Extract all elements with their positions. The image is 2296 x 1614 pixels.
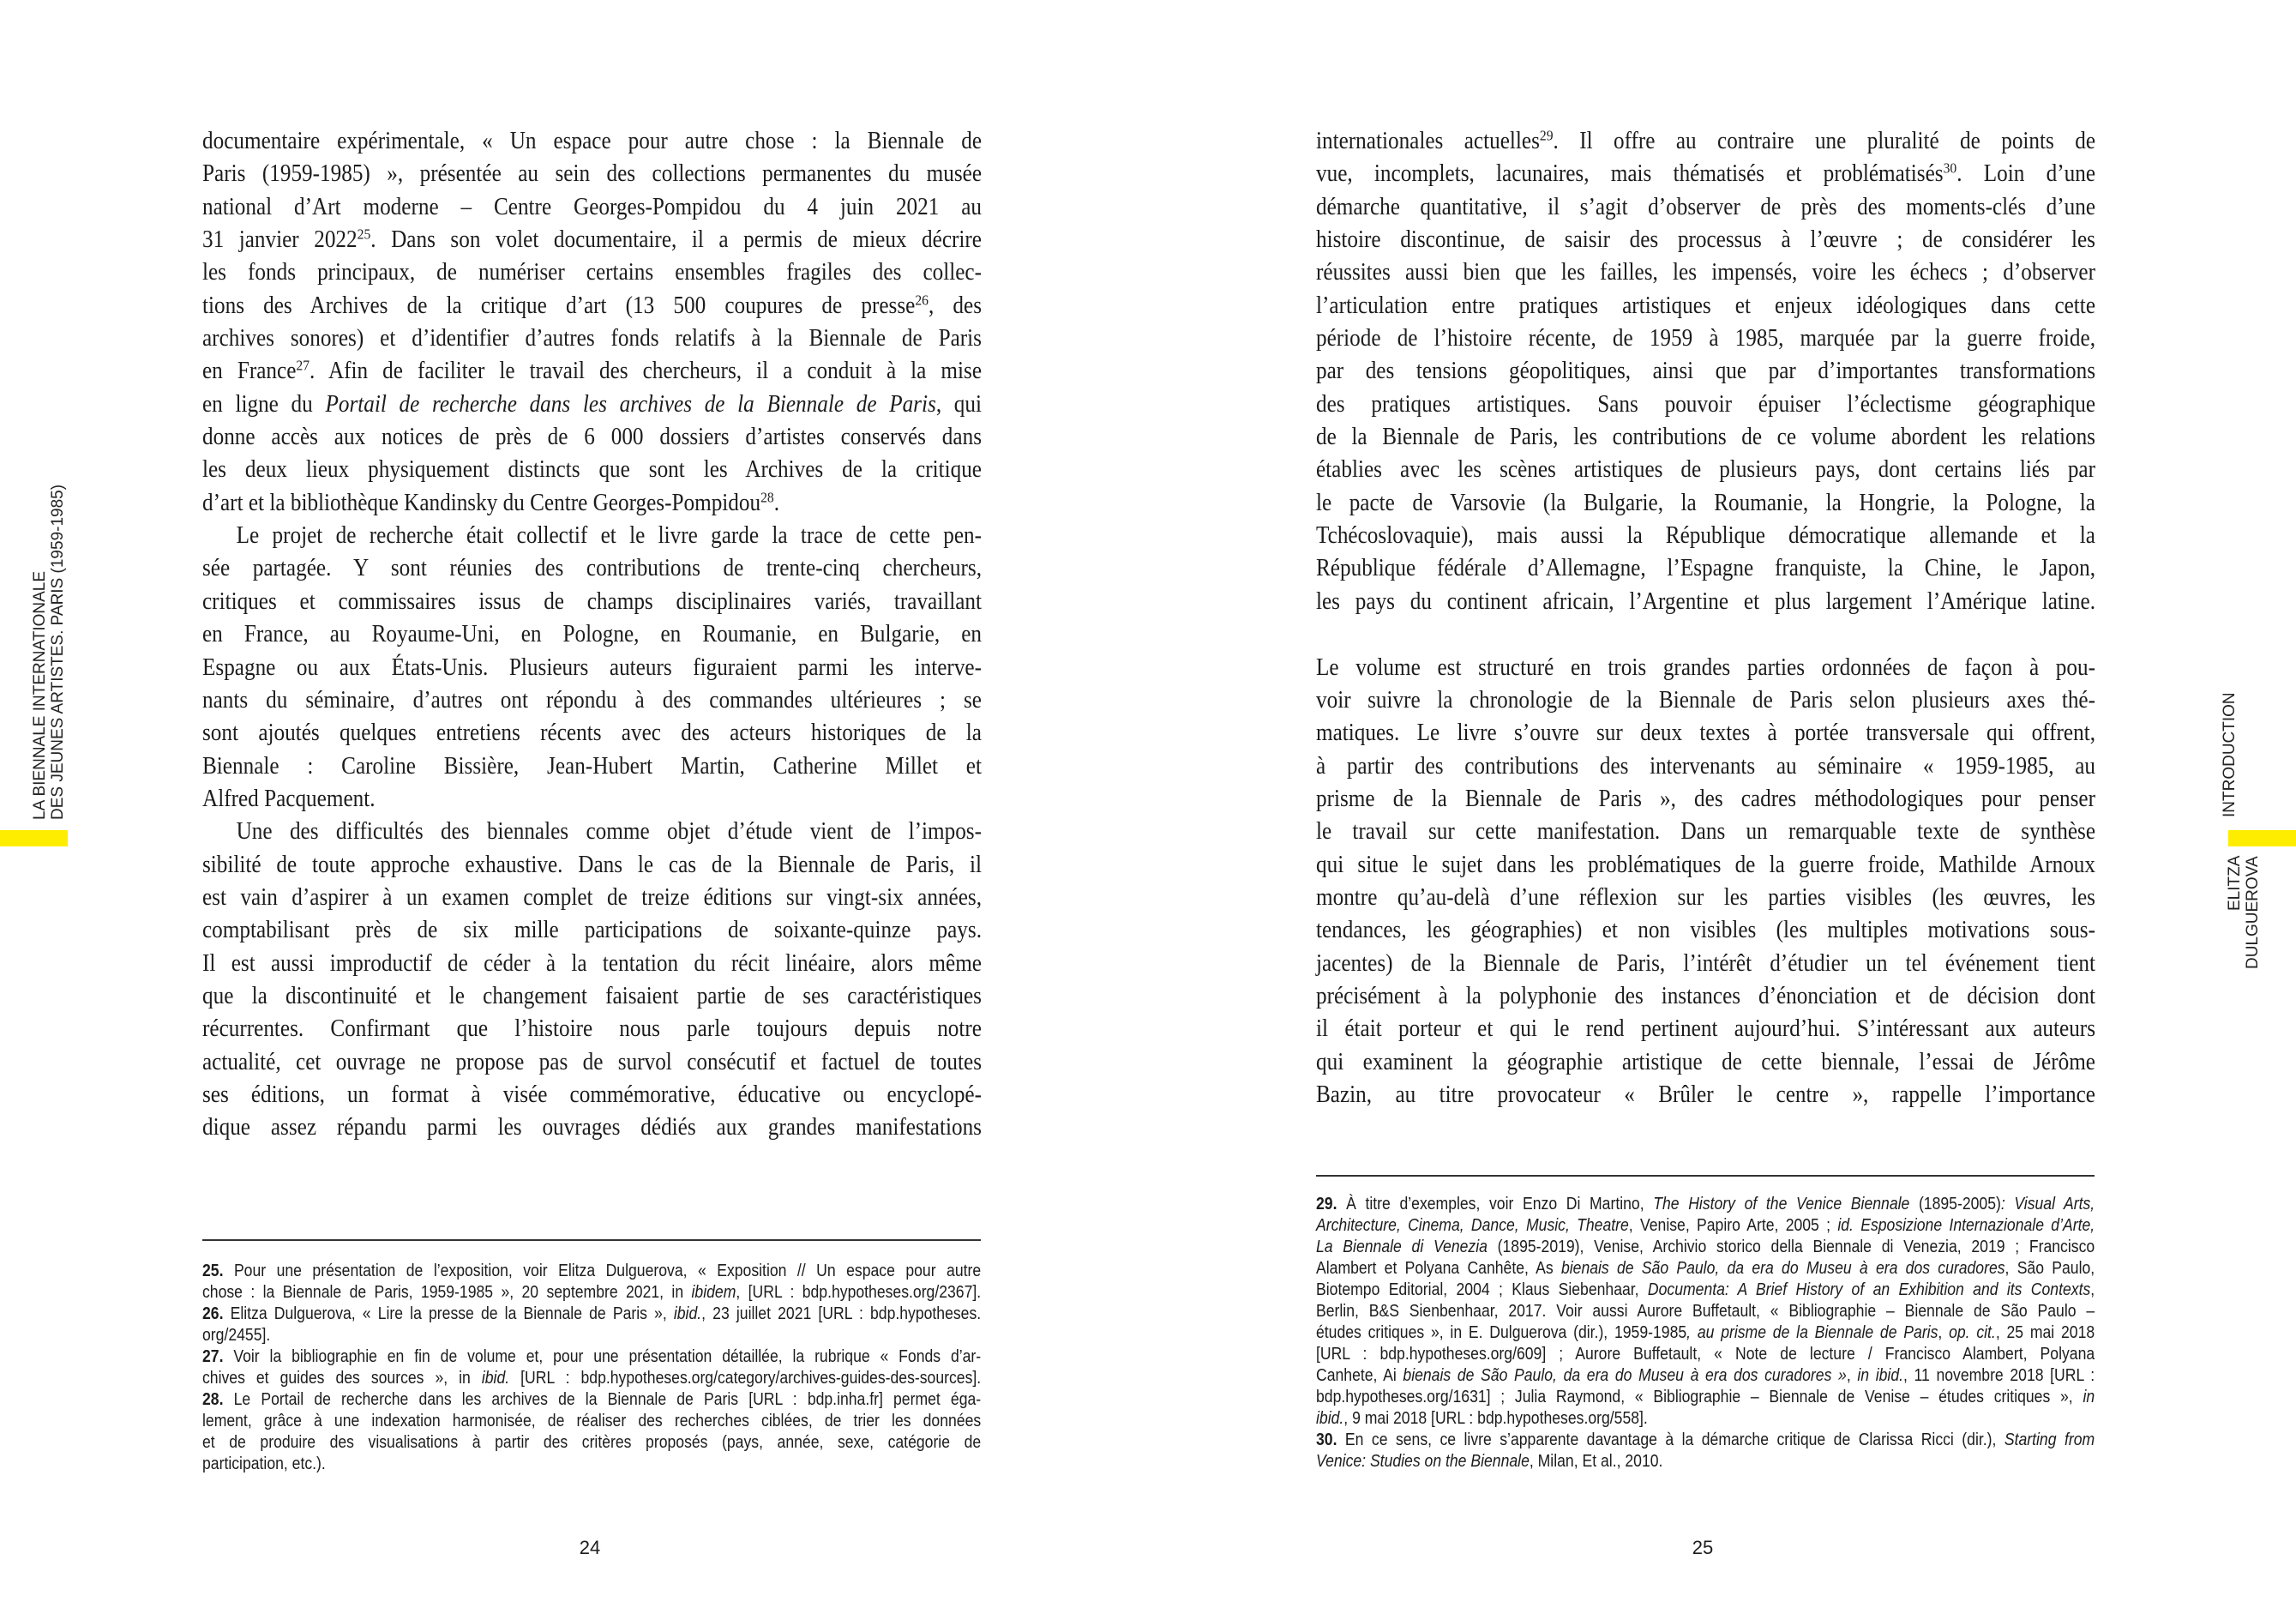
text-line xyxy=(1316,1408,2095,1430)
text-line xyxy=(202,224,982,256)
footnote-number: 26. xyxy=(202,1304,224,1323)
text-line xyxy=(202,1454,981,1475)
text-line xyxy=(1316,355,2095,388)
italic-text: , au prisme de la Biennale de Paris xyxy=(1686,1323,1938,1342)
text-line xyxy=(202,158,982,190)
text-line xyxy=(202,882,982,914)
text-line xyxy=(1316,1280,2095,1301)
text-run: . Loin d’une xyxy=(1956,160,2096,188)
text-run: bdp.hypotheses.org/1631] ; Julia Raymond, « Bibliographie – Biennale de Venise – études critiques », xyxy=(1316,1388,2083,1406)
text-run: Une des difficultés des biennales comme objet d’étude vient de l’impos- xyxy=(236,818,983,846)
text-run: , Milan, Et al., 2010. xyxy=(1529,1452,1663,1471)
text-run: Canhete, Ai xyxy=(1316,1366,1403,1385)
text-line xyxy=(1316,816,2095,848)
text-line xyxy=(1316,882,2095,914)
text-run: dique assez répandu parmi les ouvrages dédiés aux grandes manifestations xyxy=(202,1114,982,1141)
yellow-marker-left xyxy=(0,830,68,846)
text-line xyxy=(202,1368,981,1389)
text-line xyxy=(1316,914,2095,947)
footnote-number: 27. xyxy=(202,1347,224,1366)
text-run: ses éditions, un format à visée commémorative, éducative ou encyclopé- xyxy=(202,1081,982,1108)
text-line xyxy=(202,980,982,1013)
text-run: Biotempo Editorial, 2004 ; Klaus Siebenhaar, xyxy=(1316,1280,1648,1299)
text-run: voir suivre la chronologie de la Biennale de Paris selon plusieurs axes thé- xyxy=(1316,686,2095,714)
text-line xyxy=(1316,1194,2095,1215)
text-run: prisme de la Biennale de Paris », des cadres méthodologiques pour penser xyxy=(1316,785,2095,812)
text-line xyxy=(202,1389,981,1411)
text-run: (1895-2005) xyxy=(1909,1195,2001,1214)
text-run: qui situe le sujet dans les problématiques de la guerre froide, Mathilde Arnoux xyxy=(1316,851,2095,878)
text-run: (1895-2019), Venise, Archivio storico della Biennale di Venezia, 2019 ; Francisco xyxy=(1487,1238,2095,1256)
text-run: le pacte de Varsovie (la Bulgarie, la Roumanie, la Hongrie, la Pologne, la xyxy=(1316,489,2095,516)
footnote-reference: 29 xyxy=(1539,127,1554,144)
left-page-body xyxy=(202,125,982,1145)
italic-text: ibid. xyxy=(481,1369,510,1388)
footnote-number: 28. xyxy=(202,1390,224,1409)
text-run: participation, etc.). xyxy=(202,1454,326,1473)
text-line xyxy=(1316,1451,2095,1472)
text-line xyxy=(202,191,982,224)
text-line xyxy=(202,750,982,783)
text-line xyxy=(1316,1322,2095,1344)
text-line xyxy=(1316,224,2095,256)
text-run: chose : la Biennale de Paris, 1959-1985 », 20 septembre 2021, in xyxy=(202,1283,692,1302)
text-line xyxy=(1316,1079,2095,1111)
text-line xyxy=(1316,783,2095,816)
text-run: comptabilisant près de six mille participations de soixante-quinze pays. xyxy=(202,917,982,944)
text-run: Pour une présentation de l’exposition, voir Elitza Dulguerova, « Exposition // Un espace pour autre xyxy=(223,1262,982,1280)
text-run: Tchécoslovaquie), mais aussi la République démocratique allemande et la xyxy=(1316,522,2095,550)
text-line xyxy=(1316,1301,2095,1322)
text-run: . xyxy=(773,489,780,516)
text-run: il était porteur et qui le rend pertinent aujourd’hui. S’intéressant aux auteurs xyxy=(1316,1015,2095,1043)
text-run: Espagne ou aux États-Unis. Plusieurs auteurs figuraient parmi les interve- xyxy=(202,653,982,681)
text-line xyxy=(202,948,982,980)
text-line xyxy=(1316,1215,2095,1237)
text-line xyxy=(1316,191,2095,224)
italic-text: ibid. xyxy=(673,1304,702,1323)
text-run: vue, incomplets, lacunaires, mais thématisés et problématisés xyxy=(1316,160,1944,188)
footnote-reference: 28 xyxy=(760,489,774,506)
left-footnotes xyxy=(202,1261,981,1475)
text-line xyxy=(202,256,982,289)
italic-text: La Biennale di Venezia xyxy=(1316,1238,1488,1256)
text-run: nants du séminaire, d’autres ont répondu à des commandes ultérieures ; se xyxy=(202,686,982,714)
text-run: [URL : bdp.hypotheses.org/609] ; Aurore Buffetault, « Note de lecture / Francisco Alambert, Polyana xyxy=(1316,1345,2095,1364)
text-run: période de l’histoire récente, de 1959 à 1985, marquée par la guerre froide, xyxy=(1316,325,2095,352)
footnote-reference: 26 xyxy=(915,292,929,309)
text-line xyxy=(1316,849,2095,882)
text-run: et de produire des visualisations à partir des critères proposés (pays, année, sexe, catégorie de xyxy=(202,1433,982,1452)
text-run: , 11 novembre 2018 [URL : xyxy=(1902,1366,2095,1385)
italic-text: Venice: Studies on the Biennale xyxy=(1316,1452,1530,1471)
text-run: Bazin, au titre provocateur « Brûler le centre », rappelle l’importance xyxy=(1316,1081,2095,1108)
text-run: l’articulation entre pratiques artistiques et enjeux idéologiques dans cette xyxy=(1316,292,2095,319)
text-line xyxy=(202,552,982,585)
text-run: Berlin, B&S Sienbenhaar, 2017. Voir aussi Aurore Buffetault, « Bibliographie – Biennale de São Paulo – xyxy=(1316,1302,2095,1321)
text-line xyxy=(1316,750,2095,783)
right-page-body xyxy=(1316,125,2095,1111)
italic-text: Starting from xyxy=(2004,1430,2095,1449)
text-line xyxy=(202,1013,982,1045)
text-run: tions des Archives de la critique d’art (13 500 coupures de presse xyxy=(202,292,916,319)
text-line xyxy=(202,1325,981,1346)
page-number-left: 24 xyxy=(579,1537,601,1558)
text-run: Alfred Pacquement. xyxy=(202,785,376,812)
italic-text: The History of the Venice Biennale xyxy=(1653,1195,1910,1214)
text-run: Le Portail de recherche dans les archives de la Biennale de Paris [URL : bdp.inha.fr] permet éga- xyxy=(223,1390,982,1409)
text-run: , São Paulo, xyxy=(2004,1259,2095,1278)
text-line xyxy=(1316,684,2095,717)
italic-text: Portail de recherche dans les archives de la Biennale de Paris xyxy=(325,390,936,418)
page-number-right: 25 xyxy=(1692,1537,1714,1558)
italic-text: : Visual Arts, xyxy=(2000,1195,2095,1214)
text-run: Elitza Dulguerova, « Lire la presse de la Biennale de Paris », xyxy=(223,1304,674,1323)
text-line xyxy=(1316,1387,2095,1408)
text-line xyxy=(1316,158,2095,190)
text-run: sée partagée. Y sont réunies des contributions de trente-cinq chercheurs, xyxy=(202,555,982,582)
footnote-number: 30. xyxy=(1316,1430,1337,1449)
text-line xyxy=(202,717,982,750)
text-line xyxy=(1316,980,2095,1013)
text-line xyxy=(202,355,982,388)
text-run: , xyxy=(2090,1280,2095,1299)
text-run: les fonds principaux, de numériser certains ensembles fragiles des collec- xyxy=(202,259,982,286)
text-run: , 9 mai 2018 [URL : bdp.hypotheses.org/558]. xyxy=(1343,1409,1648,1428)
running-head-author xyxy=(2226,856,2262,969)
text-line xyxy=(1316,1430,2095,1451)
text-run: , xyxy=(1938,1323,1950,1342)
text-run: En ce sens, ce livre s’apparente davantage à la démarche critique de Clarissa Ricci (dir.), xyxy=(1337,1430,2004,1449)
italic-text: ibid. xyxy=(1316,1409,1344,1428)
text-run: , des xyxy=(928,292,983,319)
text-run: qui examinent la géographie artistique de cette biennale, l’essai de Jérôme xyxy=(1316,1048,2095,1075)
text-run: sibilité de toute approche exhaustive. Dans le cas de la Biennale de Paris, il xyxy=(202,851,982,878)
text-run: , qui xyxy=(935,390,983,418)
text-line xyxy=(1316,586,2095,618)
text-line xyxy=(1316,125,2095,158)
text-run: République fédérale d’Allemagne, l’Espagne franquiste, la Chine, le Japon, xyxy=(1316,555,2095,582)
text-line xyxy=(1316,717,2095,750)
text-run: en France xyxy=(202,358,297,385)
text-run: lement, grâce à une indexation harmonisée, de réaliser des recherches ciblées, de trier les données xyxy=(202,1412,982,1430)
text-run: Le volume est structuré en trois grandes parties ordonnées de façon à pou- xyxy=(1316,653,2095,681)
text-run: actualité, cet ouvrage ne propose pas de survol consécutif et factuel de toutes xyxy=(202,1048,982,1075)
text-run: , [URL : bdp.hypotheses.org/2367]. xyxy=(736,1283,982,1302)
text-run: établies avec les scènes artistiques de plusieurs pays, dont certains liés par xyxy=(1316,456,2095,484)
text-run: national d’Art moderne – Centre Georges-Pompidou du 4 juin 2021 au xyxy=(202,193,982,220)
text-run: par des tensions géopolitiques, ainsi que par d’importantes transformations xyxy=(1316,358,2095,385)
text-run: jacentes) de la Biennale de Paris, l’intérêt d’étudier un tel événement tient xyxy=(1316,949,2095,977)
text-run: à partir des contributions des intervenants au séminaire « 1959-1985, au xyxy=(1316,752,2095,780)
text-line xyxy=(202,914,982,947)
text-line xyxy=(1316,1237,2095,1258)
text-run: Biennale : Caroline Bissière, Jean-Hubert Martin, Catherine Millet et xyxy=(202,752,982,780)
text-line xyxy=(202,783,982,816)
text-run: archives sonores) et d’identifier d’autres fonds relatifs à la Biennale de Paris xyxy=(202,325,982,352)
text-line xyxy=(1316,1344,2095,1365)
text-run: d’art et la bibliothèque Kandinsky du Centre Georges-Pompidou xyxy=(202,489,761,516)
text-line xyxy=(1316,552,2095,585)
text-line xyxy=(1316,290,2095,322)
text-line xyxy=(202,1111,982,1144)
text-line xyxy=(1316,652,2095,684)
footnote-separator-left xyxy=(202,1239,981,1241)
text-run: . Il offre au contraire une pluralité de points de xyxy=(1553,128,2096,154)
italic-text: op. cit. xyxy=(1949,1323,1996,1342)
yellow-marker-right xyxy=(2228,830,2296,846)
running-head-line: DES JEUNES ARTISTES. PARIS (1959-1985) xyxy=(49,484,67,820)
text-run: internationales actuelles xyxy=(1316,128,1540,154)
text-run: démarche quantitative, il s’agit d’observer de près des moments-clés d’une xyxy=(1316,193,2095,220)
text-line xyxy=(202,1046,982,1079)
text-run: 31 janvier 2022 xyxy=(202,226,358,254)
author-first-name: ELITZA xyxy=(2226,856,2244,912)
running-head-book-title xyxy=(31,484,67,820)
text-run: précisément à la polyphonie des instances d’énonciation et de décision dont xyxy=(1316,982,2095,1009)
text-line xyxy=(202,1411,981,1432)
footnote-reference: 25 xyxy=(357,226,371,243)
text-line xyxy=(202,1432,981,1454)
text-line xyxy=(202,487,982,520)
author-last-name: DULGUEROVA xyxy=(2244,856,2262,969)
text-line xyxy=(202,816,982,848)
text-run: études critiques », in E. Dulguerova (dir.), 1959-1985 xyxy=(1316,1323,1687,1342)
text-run: donne accès aux notices de près de 6 000 dossiers d’artistes conservés dans xyxy=(202,424,982,451)
text-run: chives et guides des sources », in xyxy=(202,1369,482,1388)
text-run: , 23 juillet 2021 [URL : bdp.hypotheses. xyxy=(701,1304,982,1323)
text-line xyxy=(1316,256,2095,289)
text-line xyxy=(202,849,982,882)
text-line xyxy=(202,322,982,355)
text-run: tendances, les géographies) et non visibles (les multiples motivations sous- xyxy=(1316,917,2095,944)
text-run: , xyxy=(1846,1366,1858,1385)
text-run: [URL : bdp.hypotheses.org/category/archives-guides-des-sources]. xyxy=(509,1369,982,1388)
text-run: montre qu’au-delà d’une réflexion sur les parties visibles (les œuvres, les xyxy=(1316,883,2095,911)
text-run: , Venise, Papiro Arte, 2005 ; xyxy=(1628,1216,1838,1235)
italic-text: bienais de São Paulo, da era do Museu à era dos curadores xyxy=(1560,1259,2005,1278)
text-line xyxy=(202,684,982,717)
italic-text: bienais de São Paulo, da era do Museu à era dos curadores » xyxy=(1403,1366,1847,1385)
footnote-number: 29. xyxy=(1316,1195,1337,1214)
text-run: . Afin de faciliter le travail des chercheurs, il a conduit à la mise xyxy=(310,358,982,385)
text-run: les pays du continent africain, l’Argentine et plus largement l’Amérique latine. xyxy=(1316,587,2095,615)
text-run: Alambert et Polyana Canhête, As xyxy=(1316,1259,1561,1278)
text-line xyxy=(1316,1258,2095,1280)
text-run: réussites aussi bien que les failles, les impensés, voire les échecs ; d’observer xyxy=(1316,259,2095,286)
text-line xyxy=(202,1282,981,1304)
text-line xyxy=(202,1346,981,1368)
text-run: des pratiques artistiques. Sans pouvoir épuiser l’éclectisme géographique xyxy=(1316,390,2095,418)
text-run: en France, au Royaume-Uni, en Pologne, en Roumanie, en Bulgarie, en xyxy=(202,621,982,648)
footnote-reference: 27 xyxy=(296,357,310,374)
text-run: Paris (1959-1985) », présentée au sein des collections permanentes du musée xyxy=(202,160,982,188)
italic-text: id. Esposizione Internazionale d’Arte, xyxy=(1837,1216,2095,1235)
text-line xyxy=(1316,948,2095,980)
italic-text: ibidem xyxy=(691,1283,736,1302)
footnote-reference: 30 xyxy=(1943,160,1957,177)
running-head-section: INTRODUCTION xyxy=(2221,692,2239,817)
italic-text: Documenta: A Brief History of an Exhibition and its Contexts xyxy=(1647,1280,2091,1299)
text-line xyxy=(1316,454,2095,486)
text-line xyxy=(202,454,982,486)
text-run: . Dans son volet documentaire, il a permis de mieux décrire xyxy=(370,226,982,254)
italic-text: in xyxy=(2083,1388,2095,1406)
text-run: matiques. Le livre s’ouvre sur deux textes à portée transversale qui offrent, xyxy=(1316,720,2095,747)
text-run: À titre d’exemples, voir Enzo Di Martino, xyxy=(1337,1195,1654,1214)
footnote-number: 25. xyxy=(202,1262,224,1280)
text-run: récurrentes. Confirmant que l’histoire nous parle toujours depuis notre xyxy=(202,1015,982,1043)
text-line xyxy=(1316,421,2095,454)
italic-text: in ibid. xyxy=(1857,1366,1903,1385)
text-run: histoire discontinue, de saisir des processus à l’œuvre ; de considérer les xyxy=(1316,226,2095,254)
text-line xyxy=(1316,487,2095,520)
right-footnotes xyxy=(1316,1194,2095,1472)
text-line xyxy=(202,1304,981,1325)
text-line xyxy=(1316,322,2095,355)
text-line xyxy=(202,125,982,158)
text-line xyxy=(202,520,982,552)
text-run: le travail sur cette manifestation. Dans un remarquable texte de synthèse xyxy=(1316,818,2095,846)
text-run: critiques et commissaires issus de champs disciplinaires variés, travaillant xyxy=(202,587,982,615)
text-line xyxy=(202,290,982,322)
text-line xyxy=(202,618,982,651)
text-run: sont ajoutés quelques entretiens récents avec des acteurs historiques de la xyxy=(202,720,982,747)
text-run: que la discontinuité et le changement faisaient partie de ses caractéristiques xyxy=(202,982,982,1009)
text-line xyxy=(1316,520,2095,552)
text-run: en ligne du xyxy=(202,390,326,418)
text-run: documentaire expérimentale, « Un espace pour autre chose : la Biennale de xyxy=(202,128,982,154)
footnote-separator-right xyxy=(1316,1175,2095,1177)
text-line xyxy=(202,388,982,421)
text-line xyxy=(202,421,982,454)
text-line xyxy=(1316,1046,2095,1079)
text-run: Le projet de recherche était collectif et le livre garde la trace de cette pen- xyxy=(236,522,983,550)
text-run: les deux lieux physiquement distincts que sont les Archives de la critique xyxy=(202,456,982,484)
text-line xyxy=(202,1079,982,1111)
text-line xyxy=(202,652,982,684)
text-run: org/2455]. xyxy=(202,1326,271,1345)
text-line xyxy=(202,586,982,618)
text-run: Voir la bibliographie en fin de volume et, pour une présentation détaillée, la rubrique « Fonds d’ar- xyxy=(223,1347,982,1366)
italic-text: Architecture, Cinema, Dance, Music, Theatre xyxy=(1316,1216,1629,1235)
text-run: Il est aussi improductif de céder à la tentation du récit linéaire, alors même xyxy=(202,949,982,977)
text-run: de la Biennale de Paris, les contributions de ce volume abordent les relations xyxy=(1316,424,2095,451)
text-run: , 25 mai 2018 xyxy=(1995,1323,2095,1342)
text-run: est vain d’aspirer à un examen complet de treize éditions sur vingt-six années, xyxy=(202,883,982,911)
running-head-line: LA BIENNALE INTERNATIONALE xyxy=(31,570,49,820)
text-line xyxy=(1316,388,2095,421)
text-line xyxy=(1316,1013,2095,1045)
text-line xyxy=(1316,1365,2095,1387)
text-line xyxy=(202,1261,981,1282)
